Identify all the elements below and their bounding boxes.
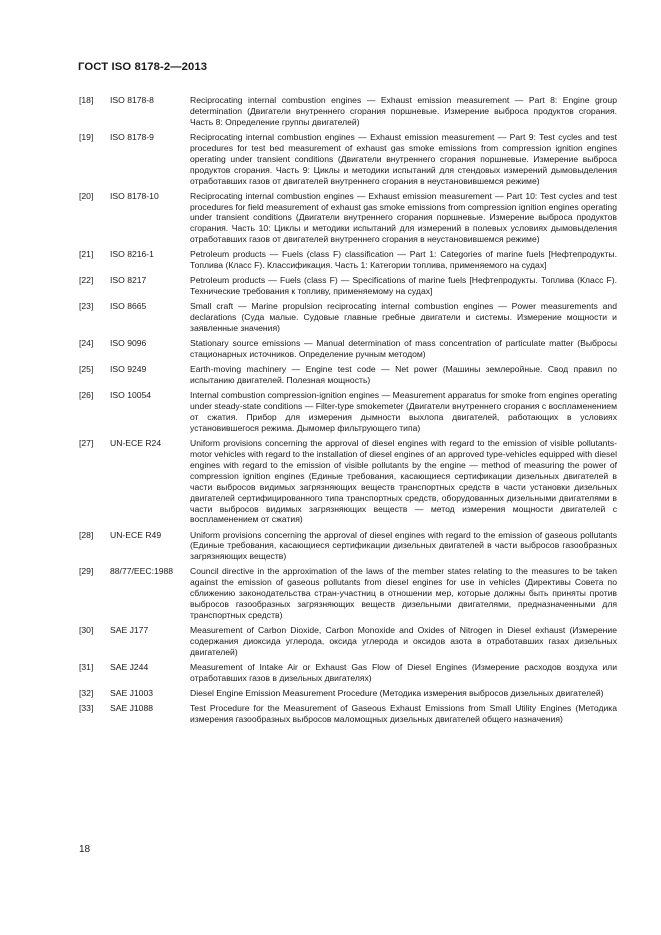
reference-code: ISO 8665 [110,301,147,312]
reference-text: Reciprocating internal combustion engines — Exhaust emission measurement — Part 10: Test cycles and test procedures for field measurement of exhaust gas smoke emissions from compression ignition engines operating under transient conditions (Двигатели внутреннего сгорания поршневые. Измерение выброса продуктов сгорания. Часть 10: Циклы и методики испытаний для измерений в полевых условиях дымовыделения отработавших газов от двигателей внутреннего сгорания в неустановившемся режиме) [190,190,617,245]
reference-code: ISO 9096 [110,338,147,349]
reference-code: UN-ECE R24 [110,438,162,449]
reference-number: [29] [79,566,94,577]
reference-number: [33] [79,703,94,714]
reference-number: [19] [79,131,94,142]
reference-number: [25] [79,364,94,375]
reference-item [79,249,617,271]
reference-code: SAE J1088 [110,703,153,714]
reference-text: Petroleum products — Fuels (class F) — Specifications of marine fuels [Нефтепродукты. Топлива (Класс F). Технические требования к топливу, применяемому на судах] [190,275,617,297]
reference-number: [22] [79,275,94,286]
reference-item [79,625,617,658]
reference-text: Measurement of Intake Air or Exhaust Gas Flow of Diesel Engines (Измерение расходов воздуха или отработавших газов в дизельных двигателях) [190,662,617,683]
reference-text: Test Procedure for the Measurement of Gaseous Exhaust Emissions from Small Utility Engines (Методика измерения газообразных выбросов маломощных дизельных двигателей общего назначения) [190,703,617,725]
reference-number: [26] [79,390,94,401]
reference-text: Uniform provisions concerning the approval of diesel engines with regard to the emission of gaseous pollutants (Единые требования, касающиеся сертификации дизельных двигателей в части выбросов газообразных загрязняющих веществ) [190,529,617,562]
reference-code: 88/77/EEC:1988 [110,566,174,577]
reference-item [79,566,617,621]
reference-text: Diesel Engine Emission Measurement Procedure (Методика измерения выбросов дизельных двигателей) [190,688,604,699]
reference-text: Uniform provisions concerning the approval of diesel engines with regard to the emission of visible pollutants-motor vehicles with regard to the installation of diesel engines of an approved type-vehicles equipped with diesel engines with regard to the emission of visible pollutants by the engine — method of measuring the power of compression ignition engines (Единые требования, касающиеся сертификации дизельных двигателей в части выбросов видимых загрязняющих веществ транспортных средств в части установки дизельных двигателей сертифицированного типа транспортных средств, оборудованных дизельными двигателями в части выбросов видимых загрязняющих веществ — метод измерения мощности двигателей с воспламенением от сжатия) [190,438,617,525]
reference-item [79,364,617,386]
reference-number: [18] [79,95,94,105]
reference-code: ISO 8178-10 [110,190,159,201]
reference-list [79,95,617,729]
reference-code: ISO 8216-1 [110,249,154,260]
reference-text: Measurement of Carbon Dioxide, Carbon Monoxide and Oxides of Nitrogen in Diesel exhaust (Измерение содержания диоксида углерода, оксида углерода и оксидов азота в отработавших газах дизельных двигателей) [190,625,617,657]
reference-code: ISO 8217 [110,275,147,286]
reference-item [79,338,617,360]
reference-number: [31] [79,662,94,673]
reference-number: [27] [79,438,94,449]
reference-code: SAE J177 [110,625,149,636]
reference-item [79,191,617,246]
reference-code: SAE J1003 [110,688,153,699]
reference-text: Internal combustion compression-ignition engines — Measurement apparatus for smoke from engines operating under steady-state conditions — Filter-type smokemeter (Двигатели внутреннего сгорания с воспламенением от сжатия. Прибор для измерения дымности выхлопа двигателей, работающих в условиях установившегося режима. Дымомер фильтрующего типа) [190,390,617,433]
reference-item [79,301,617,334]
reference-code: ISO 10054 [110,390,152,401]
reference-number: [28] [79,529,94,540]
reference-code: ISO 9249 [110,364,147,375]
reference-text: Reciprocating internal combustion engines — Exhaust emission measurement — Part 8: Engine group determination (Двигатели внутреннего сгорания поршневые. Измерение выброса продуктов сгорания. Часть 8: Определение группы двигателей) [190,95,617,127]
reference-number: [24] [79,338,94,349]
reference-item [79,438,617,525]
reference-text: Reciprocating internal combustion engines — Exhaust emission measurement — Part 9: Test cycles and test procedures for test bed measurement of exhaust gas smoke emissions from compression ignition engines operating under transient conditions (Двигатели внутреннего сгорания поршневые. Измерение выброса продуктов сгорания. Часть 9: Циклы и методики испытаний для стендовых измерений дымовыделения отработавших газов от двигателей внутреннего сгорания в неустановившемся режиме) [190,131,617,186]
document-title: ГОСТ ISO 8178-2—2013 [78,61,208,73]
reference-number: [21] [79,249,94,260]
reference-item [79,95,617,128]
reference-number: [20] [79,190,94,201]
reference-item [79,132,617,187]
reference-number: [23] [79,301,94,312]
reference-code: ISO 8178-9 [110,131,154,142]
reference-item [79,530,617,563]
reference-text: Stationary source emissions — Manual determination of mass concentration of particulate matter (Выбросы стационарных источников. Определение ручным методом) [190,338,617,360]
reference-item [79,390,617,434]
reference-code: UN-ECE R49 [110,529,162,540]
page-number: 18 [79,844,91,855]
reference-item [79,275,617,297]
reference-item [79,662,617,684]
reference-text: Council directive in the approximation of the laws of the member states relating to the measures to be taken against the emission of gaseous pollutants from diesel engines for use in vehicles (Директивы Совета по сближению законодательства стран-участниц в отношении мер, которые должны быть приняты против выбросов газообразных загрязняющих веществ дизельными двигателями, предназначенными для транспортных средств) [190,566,617,621]
reference-number: [30] [79,625,94,636]
reference-code: SAE J244 [110,662,149,673]
reference-code: ISO 8178-8 [110,95,154,105]
reference-text: Earth-moving machinery — Engine test code — Net power (Машины землеройные. Свод правил по испытанию двигателей. Полезная мощность) [190,364,617,386]
reference-item [79,703,617,725]
reference-number: [32] [79,688,94,699]
reference-text: Petroleum products — Fuels (class F) classification — Part 1: Categories of marine fuels [Нефтепродукты. Топлива (Класс F). Классификация. Часть 1: Категории топлива, применяемого на судах] [190,249,617,271]
reference-item [79,688,617,699]
reference-text: Small craft — Marine propulsion reciprocating internal combustion engines — Power measurements and declarations (Суда малые. Судовые главные гребные двигатели и системы. Измерение мощности и заявленные значения) [190,301,617,334]
